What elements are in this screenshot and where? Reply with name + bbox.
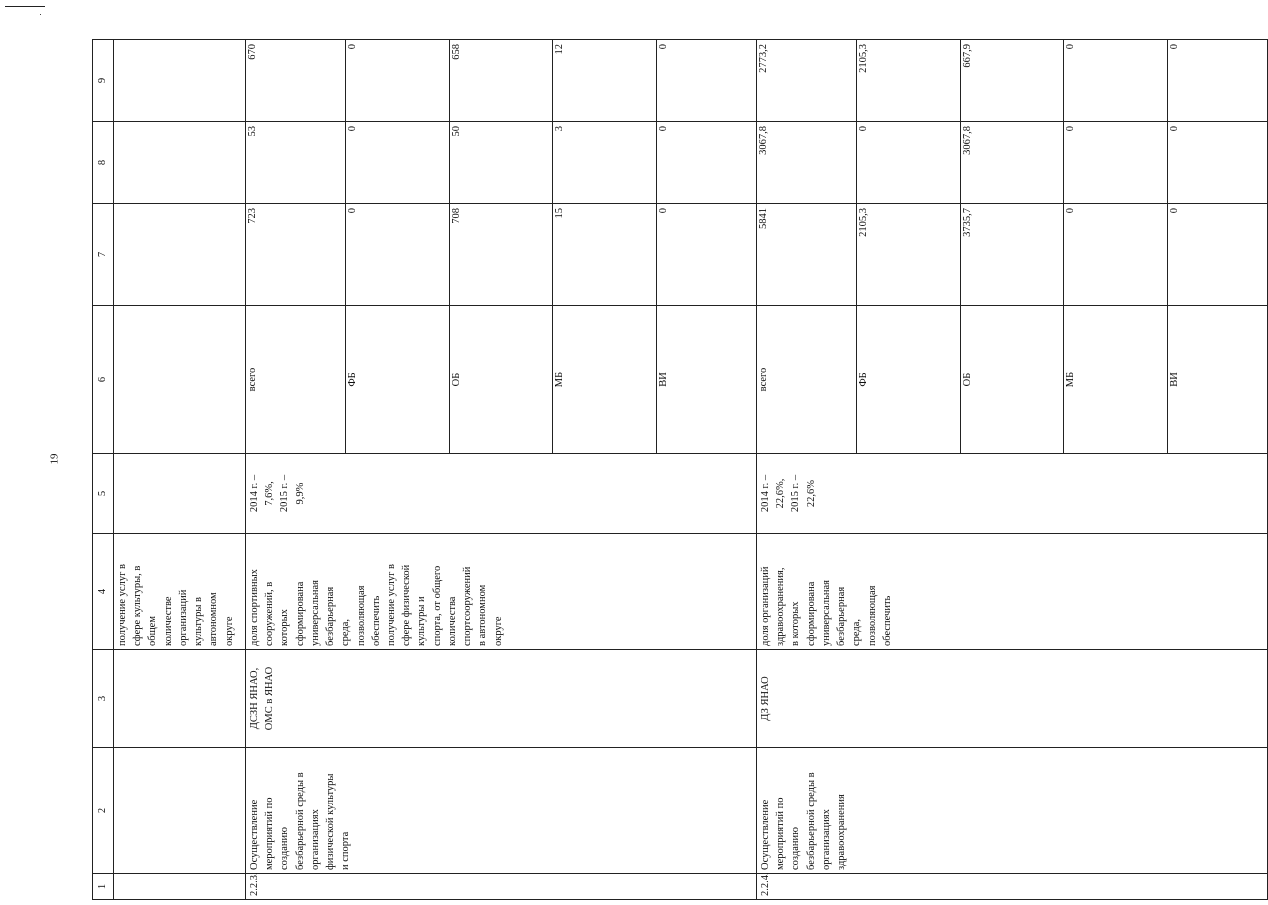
executor — [246, 650, 757, 748]
indicator-text-line: сфере физической — [401, 564, 413, 646]
total-funding-value: 15 — [553, 204, 656, 305]
year-2015-funding-value: 670 — [246, 40, 346, 121]
col-header-3: 3 — [93, 650, 114, 748]
indicator-text-line: спортсооружений — [462, 566, 474, 646]
indicator-text-line: здравоохранения, — [775, 567, 787, 646]
sub-row — [757, 122, 857, 203]
year-2014-funding-value: 0 — [1168, 126, 1180, 132]
year-2015-funding-value: 0 — [346, 40, 449, 121]
sub-row — [553, 122, 656, 203]
sub-row — [449, 122, 552, 203]
indicator-text-line: получение услуг в — [117, 564, 128, 646]
indicator-text-line: автономном — [208, 592, 220, 646]
total-funding — [757, 204, 1268, 306]
total-funding-value: 708 — [449, 204, 552, 305]
total-funding-value: 3735,7 — [960, 204, 1063, 305]
year-2014-funding-value: 0 — [857, 122, 960, 203]
total-funding-value: 723 — [246, 204, 346, 305]
executor-line: ДЗ ЯНАО — [760, 676, 771, 721]
measure-name-line: созданию — [279, 827, 291, 870]
sub-row — [346, 40, 449, 121]
measure-name — [114, 748, 246, 874]
target-values — [757, 454, 1268, 534]
sub-row — [246, 122, 346, 203]
col-header-6: 6 — [93, 306, 114, 454]
year-2015-funding-value: 12 — [553, 40, 656, 121]
table-row — [757, 40, 1268, 900]
sub-row — [857, 40, 960, 121]
indicator-text-line: общем — [147, 616, 159, 646]
col-header-7: 7 — [93, 204, 114, 306]
indicator-text — [246, 534, 757, 650]
header-rule — [5, 6, 45, 7]
total-funding — [246, 204, 757, 306]
measure-name-line: мероприятий по — [775, 797, 787, 870]
year-2014-funding-value: 0 — [346, 122, 449, 203]
sub-row — [1064, 204, 1167, 305]
sub-row — [960, 204, 1063, 305]
indicator-text-line: спорта, от общего — [431, 565, 443, 646]
sub-row — [1064, 40, 1167, 121]
indicator-text-line: получение услуг в — [385, 564, 397, 646]
indicator-text-line: безбарьерная — [325, 586, 337, 646]
table-row — [114, 40, 246, 900]
indicator-text-line: среда, — [851, 618, 863, 646]
year-2014-funding-list — [757, 122, 1267, 203]
indicator-text-line: безбарьерная — [836, 586, 848, 646]
indicator-text — [757, 534, 1268, 650]
measure-name-line: здравоохранения — [836, 794, 848, 870]
measure-name-line: и спорта — [340, 831, 352, 870]
year-2015-funding-value: 0 — [1064, 40, 1167, 121]
sub-row — [1167, 122, 1267, 203]
target-values-line: 2015 г. – — [790, 474, 802, 513]
executor — [114, 650, 246, 748]
target-values — [246, 454, 757, 534]
funding-source-value: МБ — [553, 306, 656, 453]
sub-row — [757, 40, 857, 121]
target-values-line: 9,9% — [294, 482, 306, 505]
indicator-text-line: сфере культуры, в — [132, 565, 144, 646]
year-2015-funding-list — [757, 40, 1267, 121]
indicator-text-line: сооружений, в — [264, 581, 276, 646]
year-2014-funding-value: 50 — [449, 122, 552, 203]
year-2014-funding-value: 0 — [657, 126, 669, 132]
year-2014-funding-value: 0 — [1064, 122, 1167, 203]
year-2015-funding-value: 2773,2 — [757, 40, 857, 121]
sub-row — [656, 122, 756, 203]
total-funding-value: 0 — [346, 204, 449, 305]
indicator-text-line: организаций — [177, 589, 189, 646]
col-header-1: 1 — [93, 874, 114, 900]
sub-row — [246, 204, 346, 305]
indicator-text-line: округе — [223, 616, 235, 646]
measure-name-line: безбарьерной среды в — [294, 772, 306, 870]
sub-row — [757, 306, 857, 453]
funding-source-value: всего — [246, 306, 346, 453]
sub-row — [857, 204, 960, 305]
sub-row — [857, 306, 960, 453]
funding-source-value: МБ — [1064, 306, 1167, 453]
year-2014-funding — [246, 122, 757, 204]
sub-row — [857, 122, 960, 203]
measure-name-line: организациях — [309, 809, 321, 870]
funding-source — [246, 306, 757, 454]
year-2014-funding — [114, 122, 246, 204]
year-2015-funding-value: 658 — [449, 40, 552, 121]
sub-row — [656, 306, 756, 453]
sub-row — [656, 40, 756, 121]
sub-row — [960, 122, 1063, 203]
indicator-text-line: в которых — [790, 601, 802, 646]
sub-row — [449, 306, 552, 453]
scan-mark — [40, 14, 41, 15]
target-values-line: 22,6%, — [775, 478, 787, 509]
funding-source-value: ФБ — [346, 306, 449, 453]
executor-line: ОМС в ЯНАО — [264, 666, 276, 731]
funding-source — [757, 306, 1268, 454]
total-funding-value: 0 — [1064, 204, 1167, 305]
sub-row — [246, 306, 346, 453]
indicator-text-line: количества — [446, 596, 458, 646]
total-funding-list — [757, 204, 1267, 305]
target-values-line: 7,6%, — [264, 481, 276, 506]
funding-source-value: всего — [757, 306, 857, 453]
indicator-text-line: культуры в — [193, 597, 205, 646]
indicator-text-line: культуры и — [416, 596, 428, 646]
sub-row — [1167, 306, 1267, 453]
sub-row — [246, 40, 346, 121]
total-funding-value: 2105,3 — [857, 204, 960, 305]
executor-line: ДСЗН ЯНАО, — [249, 667, 260, 730]
indicator-text-line: позволяющая — [866, 585, 878, 646]
indicator-text-line: универсальная — [309, 580, 321, 646]
col-header-8: 8 — [93, 122, 114, 204]
col-header-2: 2 — [93, 748, 114, 874]
indicator-text-line: доля организаций — [760, 566, 771, 646]
indicator-text-line: среда, — [340, 618, 352, 646]
funding-source-value: ФБ — [857, 306, 960, 453]
col-header-4: 4 — [93, 534, 114, 650]
total-funding-list — [246, 204, 756, 305]
sub-row — [1167, 204, 1267, 305]
funding-source-value: ОБ — [960, 306, 1063, 453]
indicator-text-line: количестве — [162, 596, 174, 646]
col-header-9: 9 — [93, 40, 114, 122]
sub-row — [1064, 306, 1167, 453]
measure-name — [757, 748, 1268, 874]
year-2015-funding-value: 2105,3 — [857, 40, 960, 121]
indicator-text-line: универсальная — [820, 580, 832, 646]
year-2015-funding — [114, 40, 246, 122]
year-2015-funding-value: 0 — [657, 44, 669, 50]
sub-row — [553, 204, 656, 305]
year-2015-funding — [757, 40, 1268, 122]
indicator-text-line: позволяющая — [355, 585, 367, 646]
indicator-text-line: в автономном — [477, 584, 489, 646]
year-2014-funding-value: 3067,8 — [960, 122, 1063, 203]
indicator-text-line: обеспечить — [370, 595, 382, 646]
indicator-text-line: округе — [492, 616, 504, 646]
table-body — [114, 40, 1268, 900]
year-2014-funding — [757, 122, 1268, 204]
row-number — [114, 874, 246, 900]
sub-row — [346, 122, 449, 203]
funding-source-value: ОБ — [449, 306, 552, 453]
column-number-row — [93, 40, 114, 900]
measure-name-line: Осуществление — [760, 799, 771, 870]
total-funding-value: 0 — [657, 208, 669, 214]
indicator-text-line: обеспечить — [881, 595, 893, 646]
sub-row — [449, 40, 552, 121]
page-number: 19 — [48, 453, 61, 465]
sub-row — [960, 40, 1063, 121]
year-2014-funding-list — [246, 122, 756, 203]
funding-source — [114, 306, 246, 454]
program-table — [92, 39, 1268, 900]
row-number: 2.2.3. — [246, 874, 757, 900]
indicator-text — [114, 534, 246, 650]
measure-name-line: Осуществление — [249, 799, 260, 870]
measure-name-line: созданию — [790, 827, 802, 870]
target-values-line: 2014 г. – — [249, 474, 260, 513]
year-2014-funding-value: 3067,8 — [757, 122, 857, 203]
funding-source-value: ВИ — [657, 372, 669, 387]
measure-name-line: безбарьерной среды в — [805, 772, 817, 870]
funding-source-list — [246, 306, 756, 453]
target-values-line: 2014 г. – — [760, 474, 771, 513]
sub-row — [1064, 122, 1167, 203]
target-values-line: 2015 г. – — [279, 474, 291, 513]
target-values-line: 22,6% — [805, 479, 817, 508]
year-2015-funding-value: 667,9 — [960, 40, 1063, 121]
sub-row — [960, 306, 1063, 453]
sub-row — [757, 204, 857, 305]
funding-source-value: ВИ — [1168, 372, 1180, 387]
sub-row — [449, 204, 552, 305]
target-values — [114, 454, 246, 534]
sub-row — [346, 204, 449, 305]
rotated-table-wrapper — [92, 40, 1180, 900]
measure-name — [246, 748, 757, 874]
indicator-text-line: сформирована — [294, 581, 306, 646]
year-2015-funding-value: 0 — [1168, 44, 1180, 50]
funding-source-list — [757, 306, 1267, 453]
measure-name-line: физической культуры — [325, 773, 337, 870]
executor — [757, 650, 1268, 748]
sub-row — [656, 204, 756, 305]
col-header-5: 5 — [93, 454, 114, 534]
row-number: 2.2.4. — [757, 874, 1268, 900]
indicator-text-line: сформирована — [805, 581, 817, 646]
total-funding — [114, 204, 246, 306]
measure-name-line: мероприятий по — [264, 797, 276, 870]
year-2015-funding — [246, 40, 757, 122]
total-funding-value: 0 — [1168, 208, 1180, 214]
year-2014-funding-value: 53 — [246, 122, 346, 203]
indicator-text-line: доля спортивных — [249, 569, 260, 646]
measure-name-line: организациях — [820, 809, 832, 870]
total-funding-value: 5841 — [757, 204, 857, 305]
indicator-text-line: которых — [279, 609, 291, 646]
year-2015-funding-list — [246, 40, 756, 121]
sub-row — [346, 306, 449, 453]
year-2014-funding-value: 3 — [553, 122, 656, 203]
sub-row — [1167, 40, 1267, 121]
table-row — [246, 40, 757, 900]
sub-row — [553, 306, 656, 453]
sub-row — [553, 40, 656, 121]
